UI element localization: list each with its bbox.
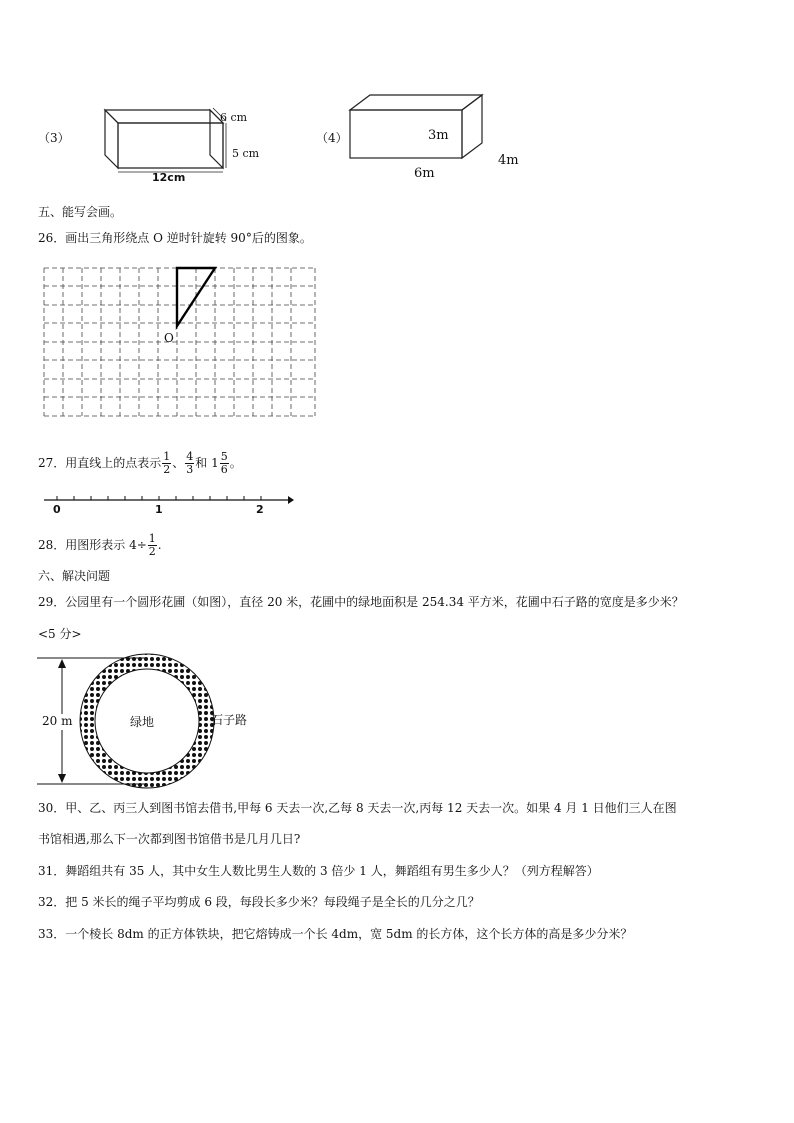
q28-frac-num: 1 xyxy=(148,532,156,545)
section5-heading: 五、能写会画。 xyxy=(38,205,123,219)
fig4-length-label: 6m xyxy=(414,166,435,181)
fig4-label: （4） xyxy=(316,131,348,145)
fig4-depth-label: 4m xyxy=(498,153,519,168)
fig3-depth-label: 6 cm xyxy=(220,111,248,124)
q29-path-label: 石子路 xyxy=(211,713,248,727)
q26-point-o: O xyxy=(164,331,174,345)
q27-frac2-den: 3 xyxy=(186,463,194,476)
q27-frac2 xyxy=(185,451,194,476)
q27-frac3-den: 6 xyxy=(220,463,228,476)
q30-line2: 书馆相遇,那么下一次都到图书馆借书是几月几日? xyxy=(38,832,301,846)
q28-text xyxy=(38,528,162,562)
q29-inner-label: 绿地 xyxy=(130,715,155,729)
q27-text xyxy=(38,446,242,480)
q28-prefix: 28．用图形表示 4÷ xyxy=(38,538,147,552)
q27-frac3-num: 5 xyxy=(220,450,228,463)
q30-line1: 30．甲、乙、丙三人到图书馆去借书,甲每 6 天去一次,乙每 8 天去一次,丙每 12 天去一次。如果 4 月 1 日他们三人在图 xyxy=(38,801,677,815)
section6-heading: 六、解决问题 xyxy=(38,569,111,583)
q27-frac1-num: 1 xyxy=(163,450,171,463)
q27-frac1-den: 2 xyxy=(163,463,171,476)
q33-text: 33．一个棱长 8dm 的正方体铁块，把它熔铸成一个长 4dm，宽 5dm 的长方体，这个长方体的高是多少分米？ xyxy=(38,927,633,941)
q27-end: 。 xyxy=(229,456,242,470)
q26-grid xyxy=(40,264,320,424)
fig3-height-label: 5 cm xyxy=(232,147,260,160)
q28-frac-den: 2 xyxy=(148,545,156,558)
q27-frac2-num: 4 xyxy=(186,450,194,463)
q27-prefix: 27．用直线上的点表示 xyxy=(38,456,162,470)
fig3-length-label: 12cm xyxy=(152,171,186,184)
q32-text: 32．把 5 米长的绳子平均剪成 6 段，每段长多少米？每段绳子是全长的几分之几？ xyxy=(38,895,480,909)
fig4-height-label: 3m xyxy=(428,128,449,143)
q31-text: 31．舞蹈组共有 35 人，其中女生人数比男生人数的 3 倍少 1 人，舞蹈组有男生多少人？（列方程解答） xyxy=(38,864,599,878)
q27-tick-0: 0 xyxy=(53,503,61,516)
q27-and: 和 1 xyxy=(195,456,219,470)
fig3-label: （3） xyxy=(38,131,70,145)
q27-sep: 、 xyxy=(172,456,185,470)
q29-diameter-label: 20 m xyxy=(42,714,73,728)
q29-figure xyxy=(35,650,285,790)
fig4-cuboid xyxy=(345,90,490,165)
q27-tick-2: 2 xyxy=(256,503,264,516)
q28-end: . xyxy=(157,538,162,552)
q26-text: 26．画出三角形绕点 O 逆时针旋转 90°后的图象。 xyxy=(38,231,312,245)
q28-frac xyxy=(148,533,157,558)
q27-tick-1: 1 xyxy=(155,503,163,516)
q27-frac1 xyxy=(162,451,171,476)
q29-text: 29．公园里有一个圆形花圃（如图），直径 20 米，花圃中的绿地面积是 254.34 平方米，花圃中石子路的宽度是多少米？ xyxy=(38,595,684,609)
q27-frac3 xyxy=(220,451,229,476)
q29-score: <5 分> xyxy=(38,627,82,641)
